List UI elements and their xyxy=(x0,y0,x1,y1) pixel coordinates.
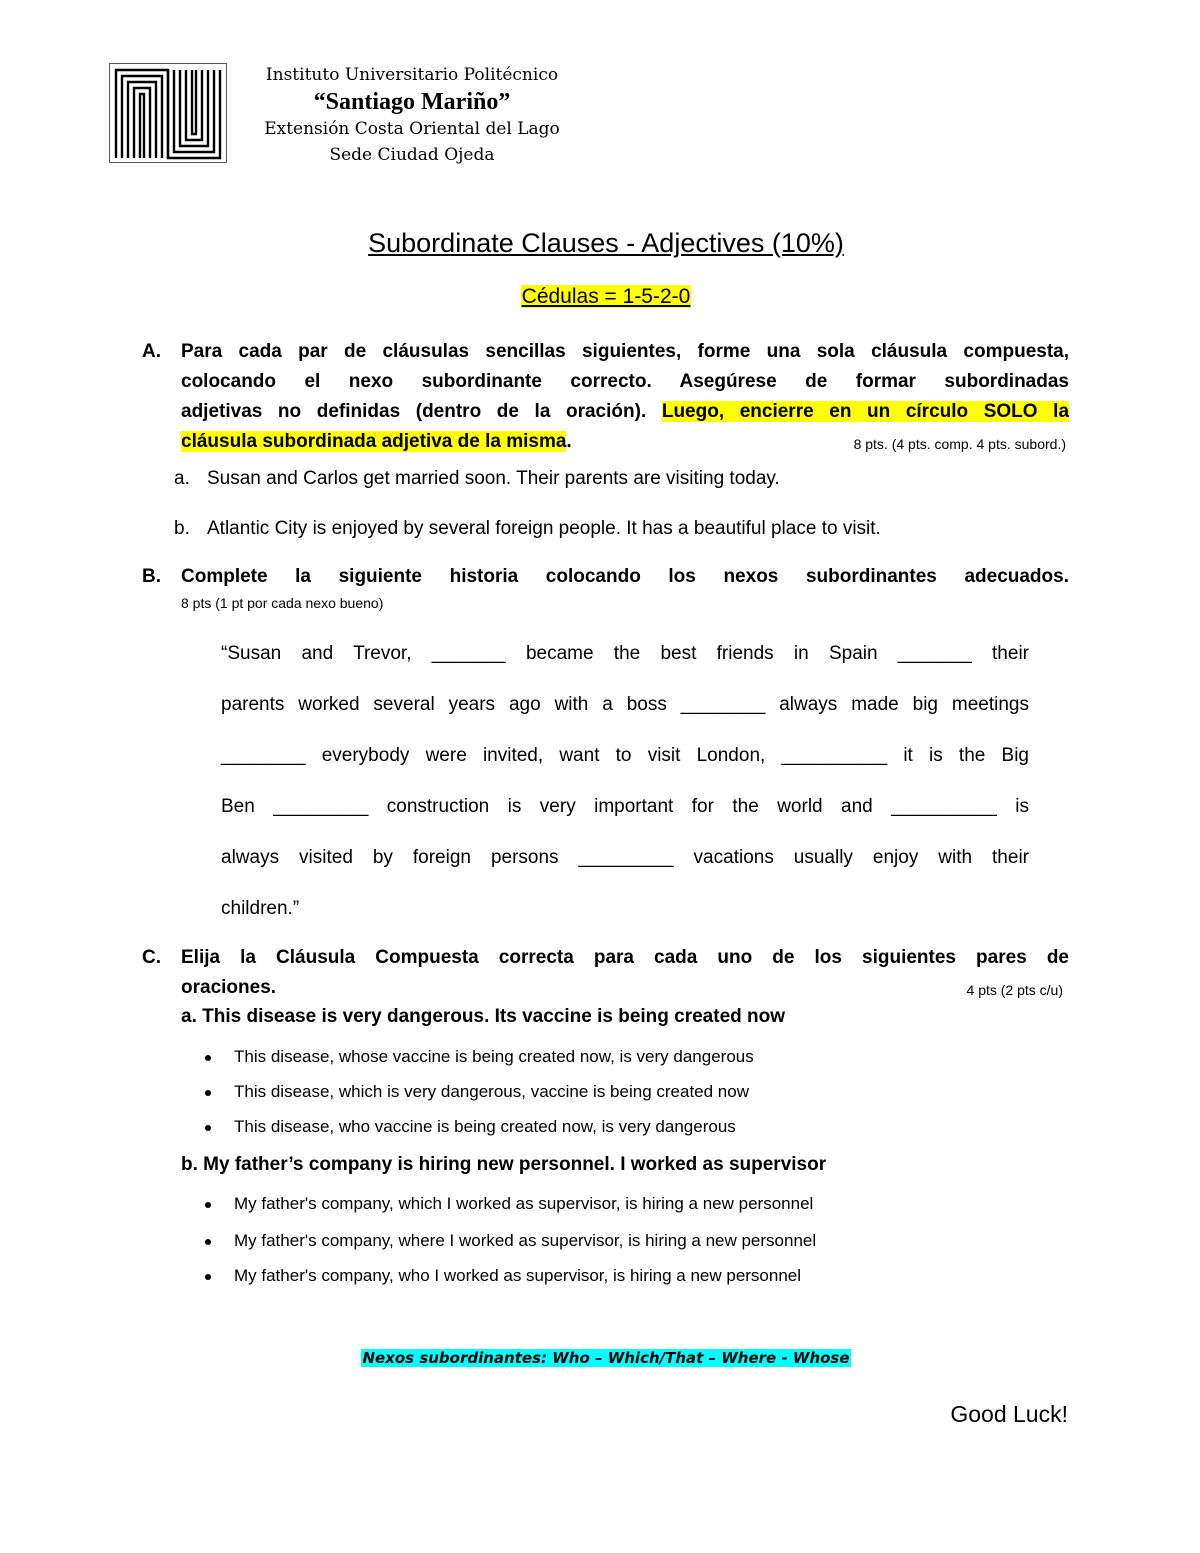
institution-brand: “Santiago Mariño” xyxy=(313,89,511,115)
section-a-letter: A. xyxy=(142,341,161,362)
item-text: Susan and Carlos get married soon. Their parents are visiting today. xyxy=(207,468,780,489)
logo-graphic xyxy=(110,64,226,162)
bullet-icon xyxy=(205,1090,211,1096)
bullet-icon xyxy=(205,1239,211,1245)
institution-name: Instituto Universitario Politécnico xyxy=(265,65,559,85)
item-label: a. xyxy=(174,468,190,489)
item-label: b. xyxy=(174,518,190,539)
section-b-points: 8 pts (1 pt por cada nexo bueno) xyxy=(181,595,384,611)
option-text: This disease, whose vaccine is being created now, is very dangerous xyxy=(234,1047,754,1066)
institution-logo xyxy=(109,63,227,163)
cedulas-label xyxy=(0,285,1200,309)
question-a: a. This disease is very dangerous. Its vaccine is being created now xyxy=(181,1006,786,1027)
section-a-line-3-plain: adjetivas no definidas (dentro de la oración). xyxy=(181,401,647,422)
bullet-icon xyxy=(205,1202,211,1208)
story-line: “Susan and Trevor, _______ became the best friends in Spain _______ their xyxy=(221,643,1029,664)
section-c-letter: C. xyxy=(142,947,161,968)
institution-header xyxy=(232,62,592,168)
institution-location: Sede Ciudad Ojeda xyxy=(329,145,495,165)
question-b: b. My father’s company is hiring new personnel. I worked as supervisor xyxy=(181,1154,827,1175)
bullet-icon xyxy=(205,1125,211,1131)
story-line: children.” xyxy=(221,898,300,919)
story-line: parents worked several years ago with a boss ________ always made big meetings xyxy=(221,694,1029,715)
section-c-line-1: Elija la Cláusula Compuesta correcta para cada uno de los siguientes pares de xyxy=(181,947,1069,968)
section-a-line-1: Para cada par de cláusulas sencillas siguientes, forme una sola cláusula compuesta, xyxy=(181,341,1069,362)
section-c-line-2: oraciones. xyxy=(181,977,277,998)
section-a-line-3 xyxy=(181,397,1069,427)
section-a-line-3-highlight: Luego, encierre en un círculo SOLO la xyxy=(661,401,1070,422)
page-title: Subordinate Clauses - Adjectives (10%) xyxy=(368,228,844,258)
cedulas-text: Cédulas = 1-5-2-0 xyxy=(521,285,691,308)
section-a-line-4 xyxy=(181,427,1069,457)
option-text: My father's company, which I worked as supervisor, is hiring a new personnel xyxy=(234,1194,814,1213)
option-text: This disease, which is very dangerous, vaccine is being created now xyxy=(234,1082,749,1101)
nexos-legend xyxy=(0,1349,1200,1367)
story-line: always visited by foreign persons _________ vacations usually enjoy with their xyxy=(221,847,1029,868)
section-a-line-4-end: . xyxy=(566,431,572,452)
section-c-points: 4 pts (2 pts c/u) xyxy=(966,982,1063,998)
story-line: ________ everybody were invited, want to visit London, __________ it is the Big xyxy=(221,745,1029,766)
bullet-icon xyxy=(205,1055,211,1061)
section-a-points: 8 pts. (4 pts. comp. 4 pts. subord.) xyxy=(853,436,1066,452)
option-text: This disease, who vaccine is being created now, is very dangerous xyxy=(234,1117,736,1136)
section-a-line-2: colocando el nexo subordinante correcto. Asegúrese de formar subordinadas xyxy=(181,371,1069,392)
section-b-letter: B. xyxy=(142,566,161,587)
option-text: My father's company, who I worked as supervisor, is hiring a new personnel xyxy=(234,1266,802,1285)
bullet-icon xyxy=(205,1274,211,1280)
section-b-instruction: Complete la siguiente historia colocando los nexos subordinantes adecuados. xyxy=(181,566,1069,587)
item-text: Atlantic City is enjoyed by several foreign people. It has a beautiful place to visit. xyxy=(207,518,881,539)
story-line: Ben _________ construction is very important for the world and __________ is xyxy=(221,796,1029,817)
option-text: My father's company, where I worked as supervisor, is hiring a new personnel xyxy=(234,1231,817,1250)
section-a-line-4-highlight: cláusula subordinada adjetiva de la misma xyxy=(181,431,567,452)
closing-text: Good Luck! xyxy=(950,1401,1068,1427)
institution-extension: Extensión Costa Oriental del Lago xyxy=(264,119,560,139)
nexos-text: Nexos subordinantes: Who – Which/That – Where - Whose xyxy=(362,1349,850,1367)
section-b-story xyxy=(221,628,1029,934)
section-a-instructions xyxy=(181,337,1069,457)
